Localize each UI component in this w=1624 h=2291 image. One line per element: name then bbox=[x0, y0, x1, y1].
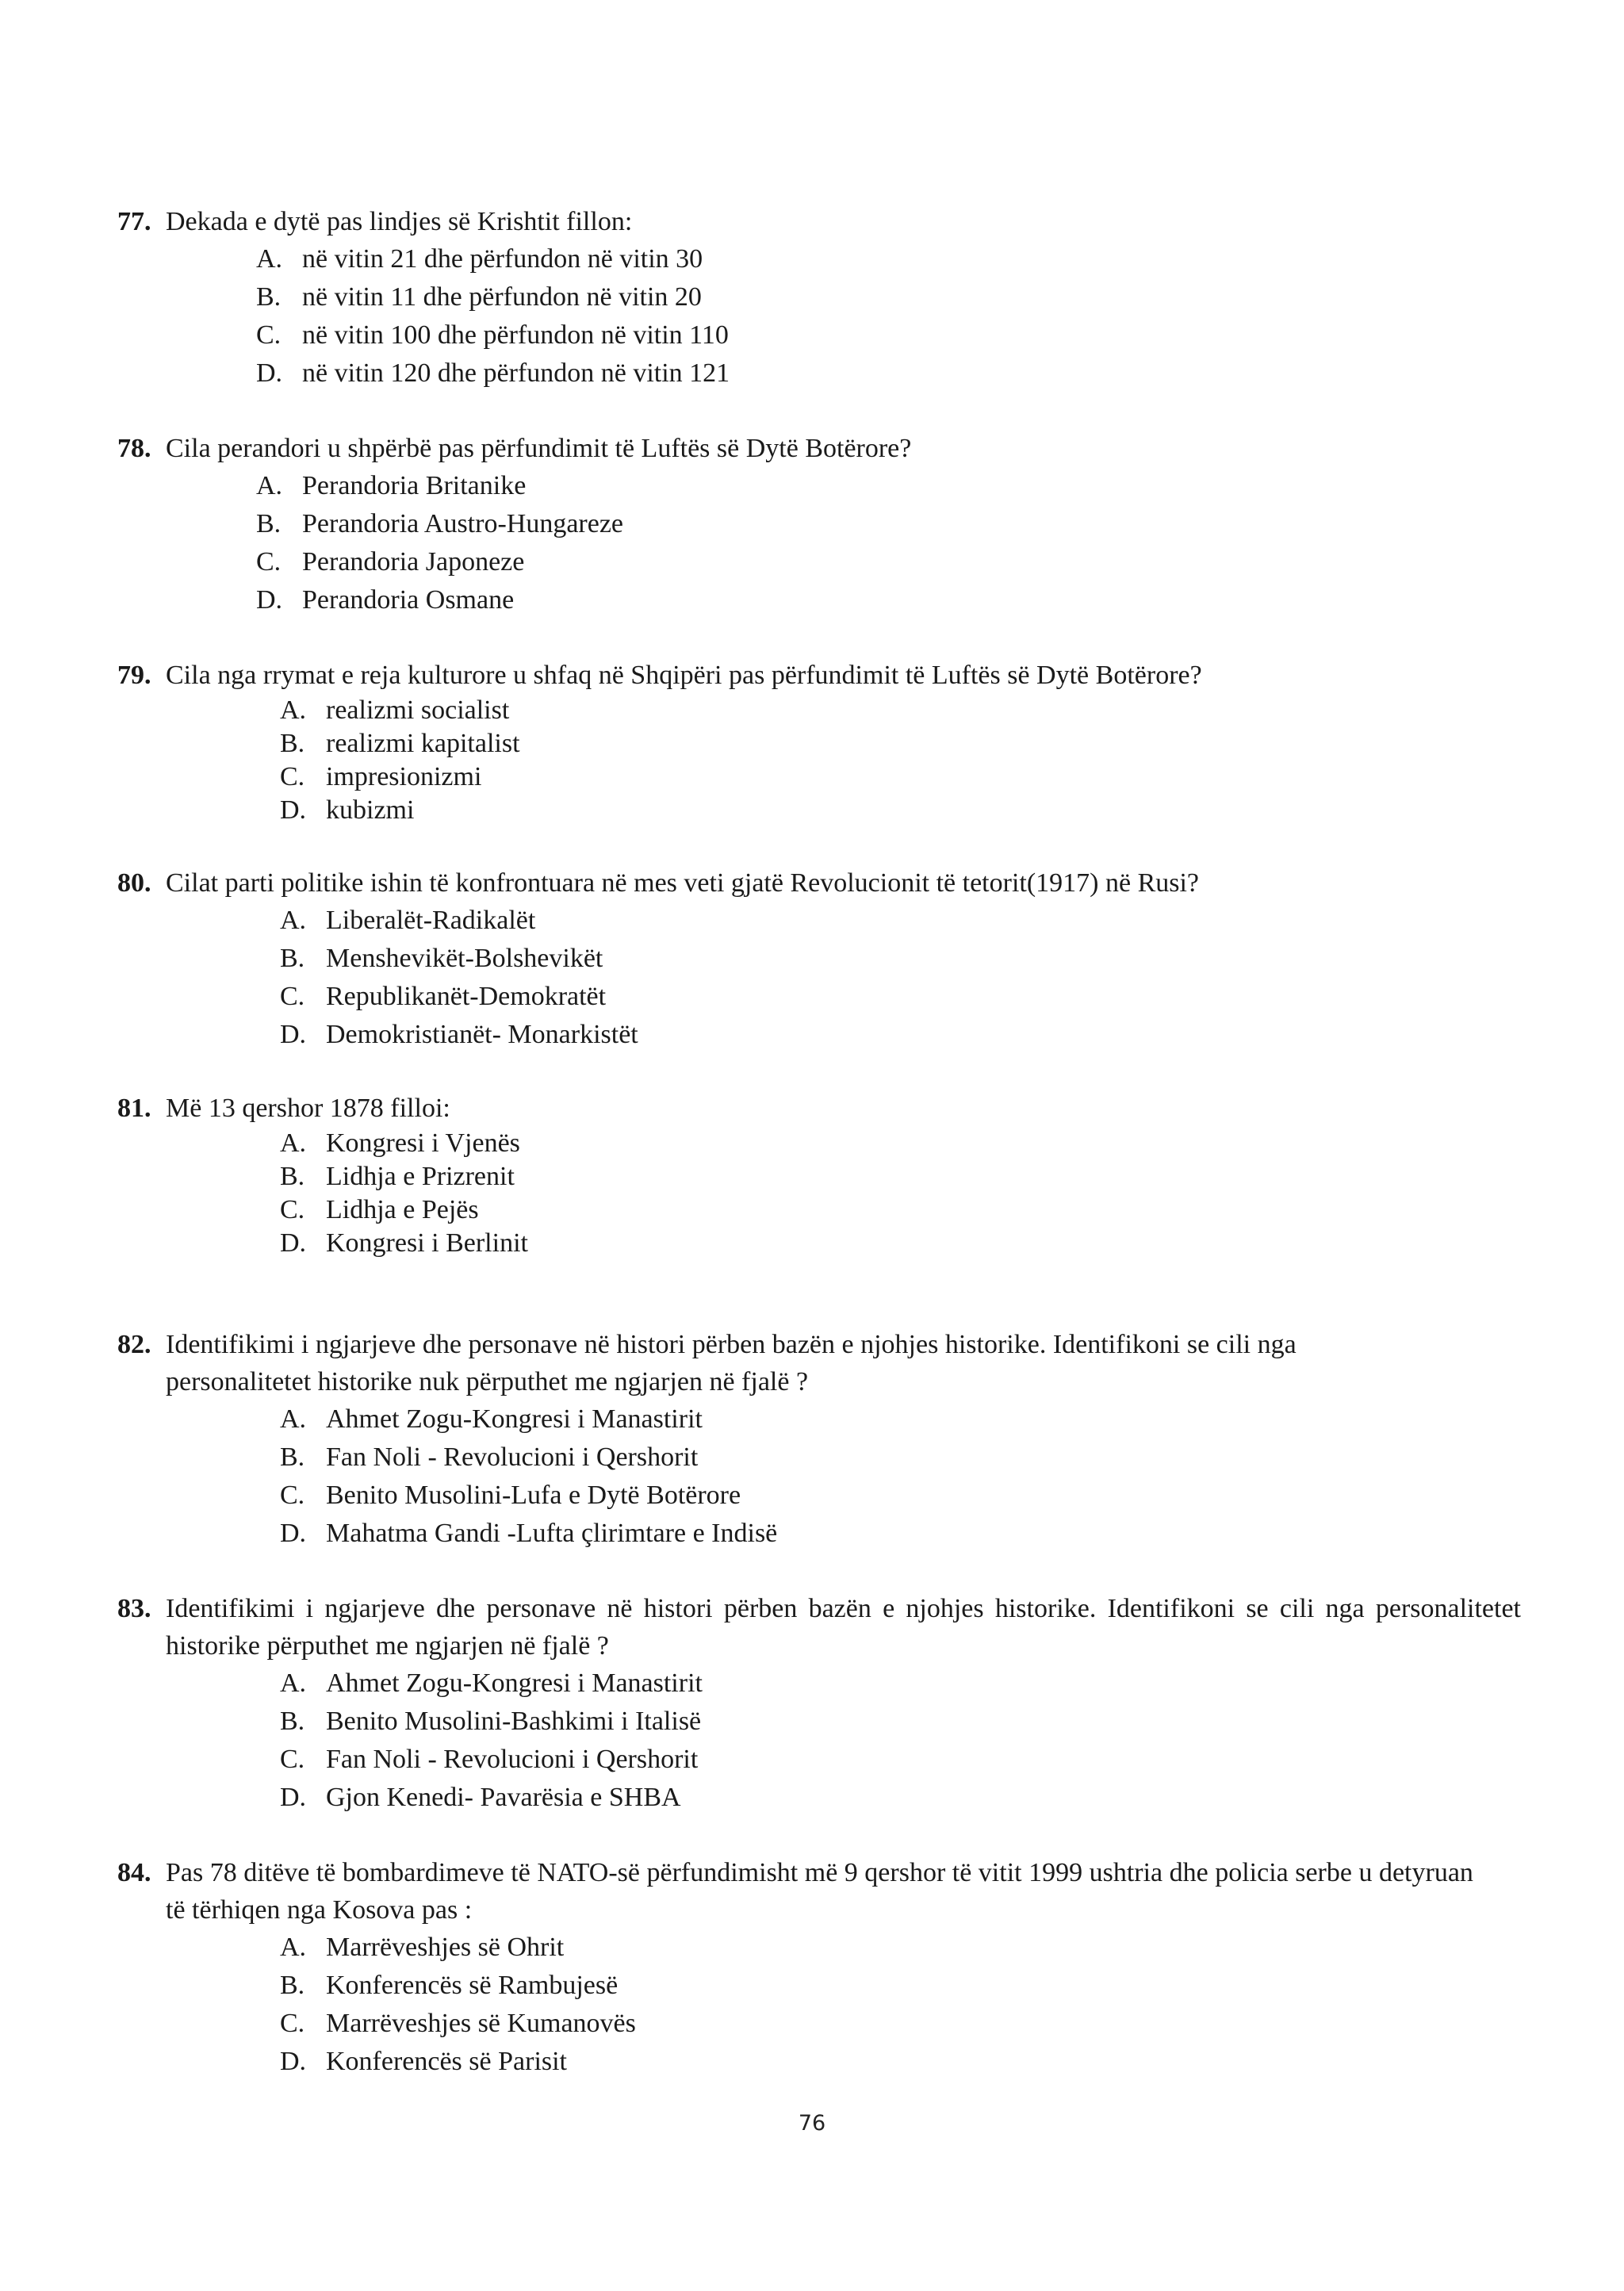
question-80 bbox=[117, 864, 1521, 1054]
option-text: Konferencës së Parisit bbox=[326, 2047, 568, 2076]
answer-option-a[interactable] bbox=[280, 1929, 1521, 1967]
answer-option-b[interactable] bbox=[280, 940, 1521, 978]
question-79 bbox=[117, 657, 1521, 827]
option-letter: C. bbox=[280, 762, 305, 791]
question-number: 82. bbox=[117, 1330, 151, 1359]
option-letter: B. bbox=[280, 1162, 305, 1191]
option-text: Konferencës së Rambujesë bbox=[326, 1971, 619, 2000]
question-number: 84. bbox=[117, 1858, 151, 1887]
option-text: Benito Musolini-Lufa e Dytë Botërore bbox=[326, 1481, 741, 1510]
question-stem bbox=[117, 430, 1521, 467]
answer-option-c[interactable] bbox=[256, 543, 1521, 581]
answer-option-b[interactable] bbox=[280, 727, 1521, 760]
option-text: realizmi kapitalist bbox=[326, 729, 520, 758]
answer-options bbox=[117, 1400, 1521, 1553]
option-letter: A. bbox=[280, 1668, 307, 1698]
option-letter: C. bbox=[280, 1195, 305, 1224]
answer-option-a[interactable] bbox=[280, 1665, 1521, 1703]
answer-options bbox=[117, 467, 1521, 619]
option-text: Lidhja e Prizrenit bbox=[326, 1162, 515, 1191]
answer-option-b[interactable] bbox=[280, 1703, 1521, 1741]
answer-option-c[interactable] bbox=[280, 760, 1521, 794]
answer-option-b[interactable] bbox=[280, 1967, 1521, 2005]
option-letter: C. bbox=[256, 320, 282, 350]
option-text: Perandoria Austro-Hungareze bbox=[302, 509, 624, 538]
option-text: në vitin 21 dhe përfundon në vitin 30 bbox=[302, 244, 703, 274]
answer-options bbox=[117, 902, 1521, 1054]
option-letter: B. bbox=[280, 1971, 305, 2000]
question-stem bbox=[117, 1090, 1521, 1127]
answer-option-b[interactable] bbox=[256, 505, 1521, 543]
answer-options bbox=[117, 1929, 1521, 2081]
answer-option-a[interactable] bbox=[280, 1127, 1521, 1160]
option-letter: C. bbox=[280, 982, 305, 1011]
answer-option-d[interactable] bbox=[256, 581, 1521, 619]
option-letter: D. bbox=[280, 1519, 307, 1548]
option-letter: D. bbox=[280, 795, 307, 825]
option-text: Liberalët-Radikalët bbox=[326, 906, 536, 935]
option-letter: A. bbox=[280, 1933, 307, 1962]
option-letter: B. bbox=[280, 944, 305, 973]
question-text: Më 13 qershor 1878 filloi: bbox=[166, 1094, 450, 1123]
answer-option-d[interactable] bbox=[280, 1016, 1521, 1054]
option-letter: A. bbox=[280, 906, 307, 935]
answer-option-d[interactable] bbox=[280, 1227, 1521, 1260]
option-text: Perandoria Britanike bbox=[302, 471, 527, 500]
answer-options bbox=[117, 1127, 1521, 1260]
option-letter: D. bbox=[256, 585, 283, 615]
question-84 bbox=[117, 1854, 1521, 2081]
option-text: në vitin 11 dhe përfundon në vitin 20 bbox=[302, 282, 702, 312]
option-letter: A. bbox=[256, 471, 283, 500]
option-text: Perandoria Osmane bbox=[302, 585, 515, 615]
question-text: Pas 78 ditëve të bombardimeve të NATO-së përfundimisht më 9 qershor të vitit 1999 ushtria dhe policia serbe u detyruan të tërhiqen nga Kosova pas : bbox=[166, 1858, 1473, 1925]
question-text: Dekada e dytë pas lindjes së Krishtit fillon: bbox=[166, 207, 633, 236]
option-text: Marrëveshjes së Kumanovës bbox=[326, 2009, 636, 2038]
page-number: 76 bbox=[798, 2111, 826, 2136]
option-text: Menshevikët-Bolshevikët bbox=[326, 944, 603, 973]
option-text: Kongresi i Berlinit bbox=[326, 1228, 528, 1258]
option-text: Mahatma Gandi -Lufta çlirimtare e Indisë bbox=[326, 1519, 778, 1548]
option-letter: A. bbox=[280, 1128, 307, 1158]
option-text: Benito Musolini-Bashkimi i Italisë bbox=[326, 1707, 702, 1736]
option-text: Republikanët-Demokratët bbox=[326, 982, 607, 1011]
answer-options bbox=[117, 694, 1521, 827]
option-text: Perandoria Japoneze bbox=[302, 547, 525, 577]
option-letter: B. bbox=[280, 1442, 305, 1472]
option-letter: C. bbox=[280, 1481, 305, 1510]
question-77 bbox=[117, 203, 1521, 393]
question-stem bbox=[117, 203, 1521, 240]
answer-option-c[interactable] bbox=[280, 978, 1521, 1016]
option-letter: B. bbox=[280, 729, 305, 758]
option-letter: D. bbox=[280, 1020, 307, 1049]
option-text: Fan Noli - Revolucioni i Qershorit bbox=[326, 1442, 699, 1472]
question-number: 77. bbox=[117, 207, 151, 236]
answer-option-d[interactable] bbox=[256, 354, 1521, 393]
answer-option-a[interactable] bbox=[280, 1400, 1521, 1439]
question-82 bbox=[117, 1326, 1521, 1553]
option-text: Marrëveshjes së Ohrit bbox=[326, 1933, 565, 1962]
option-text: Fan Noli - Revolucioni i Qershorit bbox=[326, 1745, 699, 1774]
answer-option-a[interactable] bbox=[280, 694, 1521, 727]
option-text: impresionizmi bbox=[326, 762, 482, 791]
answer-option-d[interactable] bbox=[280, 1779, 1521, 1817]
option-letter: C. bbox=[280, 2009, 305, 2038]
question-text: Cila nga rrymat e reja kulturore u shfaq në Shqipëri pas përfundimit të Luftës së Dytë Botërore? bbox=[166, 661, 1202, 690]
question-number: 81. bbox=[117, 1094, 151, 1123]
answer-option-b[interactable] bbox=[256, 278, 1521, 316]
option-text: Kongresi i Vjenës bbox=[326, 1128, 520, 1158]
question-number: 78. bbox=[117, 434, 151, 463]
question-stem bbox=[117, 1590, 1521, 1665]
answer-option-d[interactable] bbox=[280, 794, 1521, 827]
question-81 bbox=[117, 1090, 1521, 1260]
question-number: 79. bbox=[117, 661, 151, 690]
option-text: Gjon Kenedi- Pavarësia e SHBA bbox=[326, 1783, 681, 1812]
answer-option-d[interactable] bbox=[280, 2043, 1521, 2081]
question-text: Cila perandori u shpërbë pas përfundimit të Luftës së Dytë Botërore? bbox=[166, 434, 912, 463]
option-letter: A. bbox=[280, 1404, 307, 1434]
option-text: Ahmet Zogu-Kongresi i Manastirit bbox=[326, 1668, 703, 1698]
question-text: Identifikimi i ngjarjeve dhe personave në histori përben bazën e njohjes historike. Identifikoni se cili nga personalitetet historike nuk përputhet me ngjarjen në fjalë ? bbox=[166, 1330, 1297, 1396]
answer-option-c[interactable] bbox=[280, 1741, 1521, 1779]
option-letter: A. bbox=[256, 244, 283, 274]
option-letter: C. bbox=[256, 547, 282, 577]
answer-option-c[interactable] bbox=[280, 1193, 1521, 1227]
question-stem bbox=[117, 864, 1521, 902]
question-stem bbox=[117, 657, 1521, 694]
option-letter: C. bbox=[280, 1745, 305, 1774]
option-text: në vitin 100 dhe përfundon në vitin 110 bbox=[302, 320, 729, 350]
answer-option-c[interactable] bbox=[256, 316, 1521, 354]
answer-option-b[interactable] bbox=[280, 1439, 1521, 1477]
option-text: kubizmi bbox=[326, 795, 415, 825]
option-letter: B. bbox=[256, 509, 282, 538]
option-letter: D. bbox=[280, 1783, 307, 1812]
answer-option-c[interactable] bbox=[280, 2005, 1521, 2043]
option-letter: B. bbox=[280, 1707, 305, 1736]
answer-option-d[interactable] bbox=[280, 1515, 1521, 1553]
question-83 bbox=[117, 1590, 1521, 1817]
option-letter: A. bbox=[280, 695, 307, 725]
option-letter: D. bbox=[256, 358, 283, 388]
option-letter: D. bbox=[280, 2047, 307, 2076]
question-text: Cilat parti politike ishin të konfrontuara në mes veti gjatë Revolucionit të tetorit(1917) në Rusi? bbox=[166, 868, 1200, 898]
answer-option-c[interactable] bbox=[280, 1477, 1521, 1515]
option-text: Ahmet Zogu-Kongresi i Manastirit bbox=[326, 1404, 703, 1434]
question-text: Identifikimi i ngjarjeve dhe personave në histori përben bazën e njohjes historike. Identifikoni se cili nga personalitetet historike përputhet me ngjarjen në fjalë ? bbox=[166, 1594, 1521, 1661]
option-letter: D. bbox=[280, 1228, 307, 1258]
answer-option-a[interactable] bbox=[256, 467, 1521, 505]
option-text: Lidhja e Pejës bbox=[326, 1195, 479, 1224]
answer-options bbox=[117, 240, 1521, 393]
option-letter: B. bbox=[256, 282, 282, 312]
option-text: Demokristianët- Monarkistët bbox=[326, 1020, 638, 1049]
answer-option-a[interactable] bbox=[280, 902, 1521, 940]
question-number: 80. bbox=[117, 868, 151, 898]
question-stem bbox=[117, 1854, 1521, 1929]
question-number: 83. bbox=[117, 1594, 151, 1623]
question-78 bbox=[117, 430, 1521, 619]
option-text: realizmi socialist bbox=[326, 695, 510, 725]
answer-options bbox=[117, 1665, 1521, 1817]
question-stem bbox=[117, 1326, 1521, 1400]
option-text: në vitin 120 dhe përfundon në vitin 121 bbox=[302, 358, 730, 388]
answer-option-b[interactable] bbox=[280, 1160, 1521, 1193]
answer-option-a[interactable] bbox=[256, 240, 1521, 278]
